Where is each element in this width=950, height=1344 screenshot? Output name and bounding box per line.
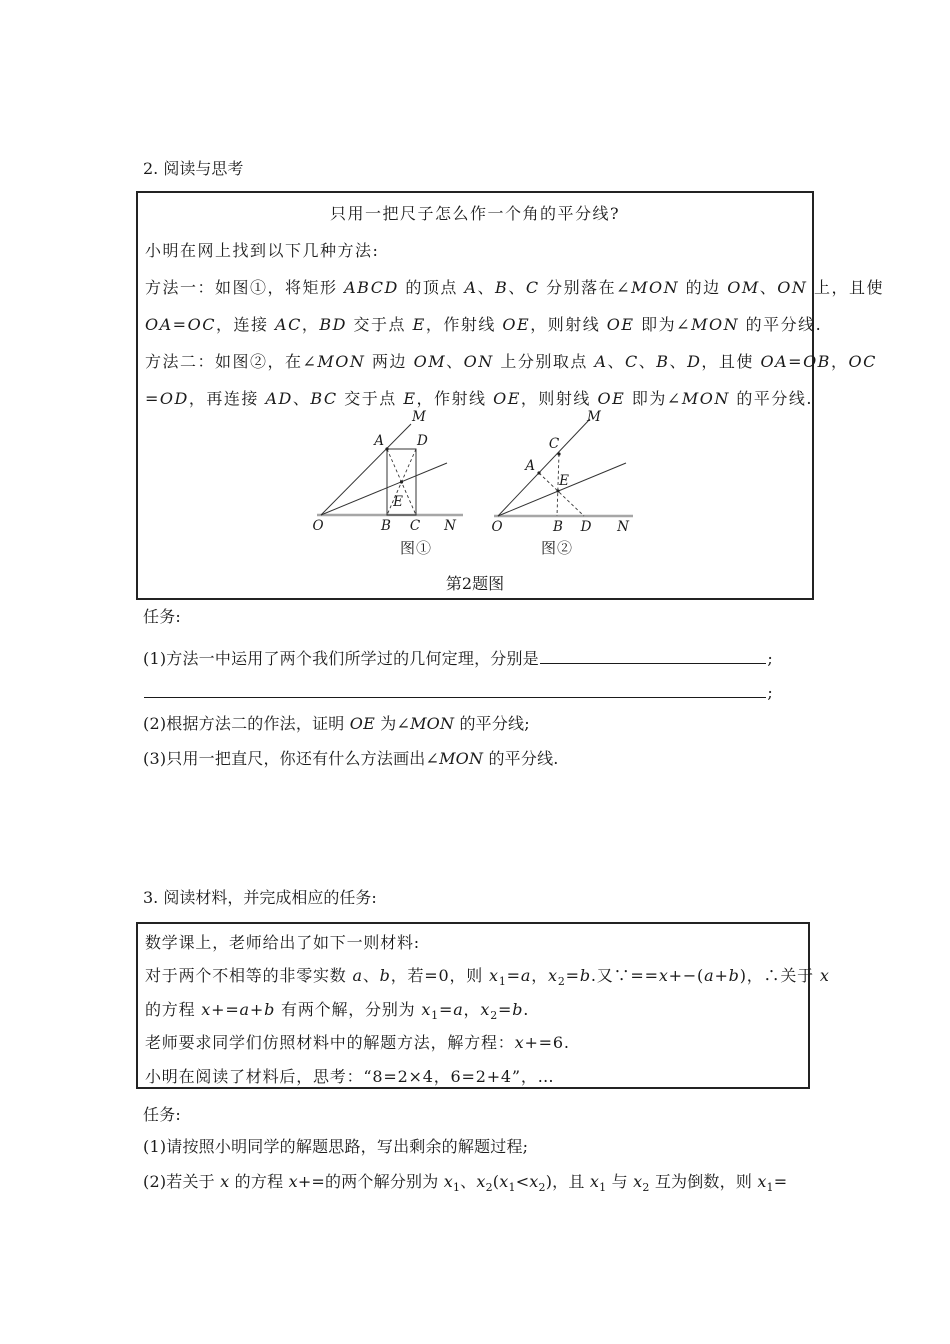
problem-3-task-1: (1)请按照小明同学的解题思路，写出剩余的解题过程; bbox=[143, 1137, 529, 1156]
problem-2-task-1 bbox=[143, 647, 773, 669]
label-m: M bbox=[412, 409, 426, 425]
box-title: 只用一把尺子怎么作一个角的平分线? bbox=[329, 204, 621, 223]
problem-2-task-3: (3)只用一把直尺，你还有什么方法画出∠MON 的平分线. bbox=[143, 749, 559, 768]
ray-oe bbox=[321, 463, 447, 515]
problem-2-box-text bbox=[141, 195, 884, 417]
material-line-3: 的方程 x+=a+b 有两个解，分别为 $x_1=a$，$x_2=b$. bbox=[145, 999, 530, 1022]
problem-3-tasks-label: 任务: bbox=[143, 1105, 181, 1124]
point-e-dot bbox=[556, 489, 559, 492]
problem-2-task-2: (2)根据方法二的作法，证明 OE 为∠MON 的平分线; bbox=[143, 714, 530, 733]
label-c: C bbox=[548, 436, 560, 452]
blank-line-semicolon: ; bbox=[767, 683, 773, 702]
label-d: D bbox=[580, 519, 592, 535]
point-c-dot bbox=[557, 452, 560, 455]
problem-2-tasks-label: 任务: bbox=[143, 607, 181, 626]
task-1-semicolon: ; bbox=[767, 649, 773, 668]
point-e-dot bbox=[400, 480, 403, 483]
figure-1-diagram bbox=[298, 404, 476, 556]
method-1-line-1: 方法一：如图①，将矩形 ABCD 的顶点 A、B、C 分别落在∠MON 的边 OM、ON 上，且使 bbox=[145, 278, 884, 297]
material-line-4: 老师要求同学们仿照材料中的解题方法，解方程：x+=6. bbox=[145, 1033, 570, 1053]
problem-2-task-1-blank-line bbox=[143, 681, 773, 703]
box-intro-line: 小明在网上找到以下几种方法: bbox=[145, 241, 380, 260]
material-line-5: 小明在阅读了材料后，思考：“8=2×4，6=2+4”，… bbox=[145, 1066, 555, 1086]
label-e: E bbox=[559, 473, 569, 489]
box-bottom-caption: 第2题图 bbox=[445, 574, 505, 593]
problem-3-material-box bbox=[136, 922, 830, 1089]
label-m: M bbox=[587, 409, 601, 425]
label-o: O bbox=[312, 518, 324, 534]
method-1-line-2: OA=OC，连接 AC，BD 交于点 E，作射线 OE，则射线 OE 即为∠MON 的平分线. bbox=[145, 315, 823, 334]
problem-3-header: 3. 阅读材料，并完成相应的任务: bbox=[143, 888, 377, 907]
figure-1-caption: 图① bbox=[399, 539, 433, 556]
label-a: A bbox=[374, 433, 384, 449]
problem-2-header: 2. 阅读与思考 bbox=[143, 159, 244, 178]
material-line-2: 对于两个不相等的非零实数 a、b，若=0，则 $x_1=a$，$x_2=b$.又∵==x+−(a+b)，∴关于 x bbox=[145, 966, 830, 989]
label-n: N bbox=[444, 518, 456, 534]
ray-om bbox=[498, 419, 590, 516]
method-2-line-2: =OD，再连接 AD、BC 交于点 E，作射线 OE，则射线 OE 即为∠MON 的平分线. bbox=[145, 389, 813, 408]
method-2-line-1: 方法二：如图②，在∠MON 两边 OM、ON 上分别取点 A、C、B、D，且使 OA=OB，OC bbox=[145, 352, 877, 371]
task-1-text: (1)方法一中运用了两个我们所学过的几何定理，分别是 bbox=[143, 649, 539, 668]
label-b: B bbox=[381, 518, 391, 534]
point-a-dot bbox=[385, 447, 388, 450]
label-n: N bbox=[617, 519, 629, 535]
figure-2-caption: 图② bbox=[540, 539, 574, 556]
label-e: E bbox=[393, 494, 403, 510]
ray-oe bbox=[498, 463, 626, 516]
label-d: D bbox=[417, 433, 428, 449]
label-b: B bbox=[553, 519, 563, 535]
label-o: O bbox=[491, 519, 503, 535]
problem-3-box-text bbox=[141, 926, 830, 1093]
answer-blank bbox=[144, 681, 766, 698]
problem-3-task-2: (2)若关于 x 的方程 x+=的两个解分别为 $x_1$、$x_2(x_1<x_2)$，且 $x_1$ 与 $x_2$ 互为倒数，则 $x_1=$ bbox=[143, 1172, 788, 1195]
answer-blank bbox=[540, 647, 767, 664]
figure-2-diagram bbox=[480, 404, 642, 556]
label-c: C bbox=[409, 518, 421, 534]
label-a: A bbox=[525, 458, 535, 474]
point-a-dot bbox=[537, 471, 540, 474]
material-line-1: 数学课上，老师给出了如下一则材料: bbox=[145, 933, 420, 952]
problem-2-reading-box bbox=[136, 191, 884, 600]
